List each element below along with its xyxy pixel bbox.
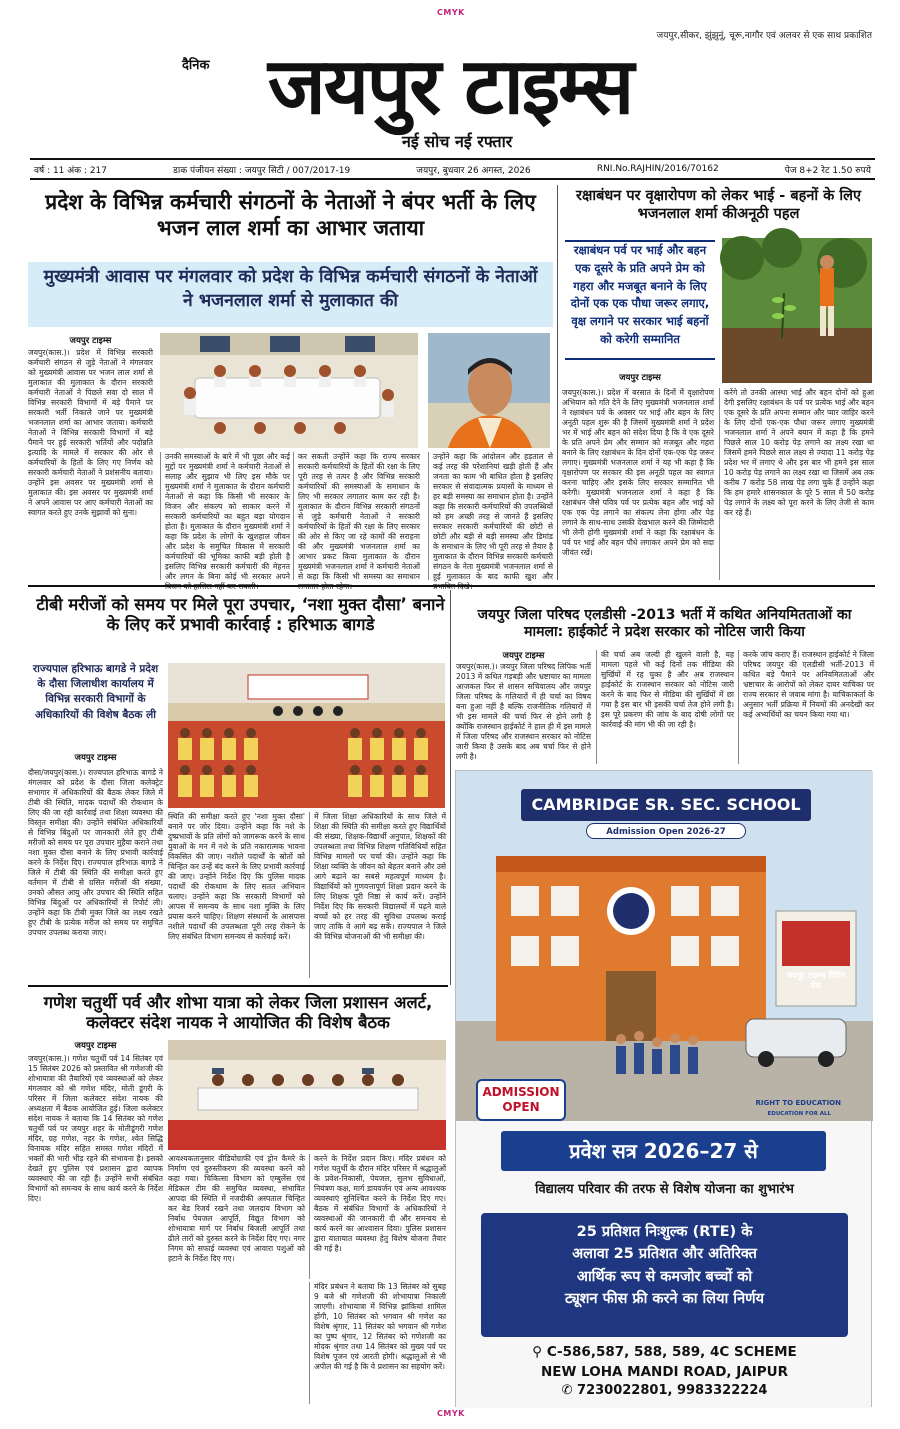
story3-col3: में जिला शिक्षा अधिकारियों के साथ जिले में शिक्षा की स्थिति की समीक्षा करते हुए विद्यार्थियों की संख्या, शिक्षक-विद्यार्थी अनुपात, शिक्षकों की उपलब्धता तथा विभिन्न शिक्षण गतिविधियों सहित विभिन्न मामलों पर चर्चा की। उन्होंने कहा कि शिक्षा व्यक्ति के जीवन को बेहतर बनाने और उसे आगे बढ़ाने का सबसे महत्वपूर्ण माध्यम है। विद्यार्थियों को गुणवत्तापूर्ण शिक्षा प्रदान करने के लिए शिक्षक पूरी निष्ठा से कार्य करें। उन्होंने निर्देश दिए कि सरकारी विद्यालयों में पढ़ने वाले बच्चों को हर तरह की सुविधा उपलब्ध कराई जाए ताकि वे आगे बढ़ सकें। राज्यपाल ने जिले की विभिन्न योजनाओं की भी समीक्षा की। [309, 812, 446, 978]
issue-date: जयपुर, बुधवार 26 अगस्त, 2026 [416, 165, 531, 176]
story1-meeting-photo [160, 333, 418, 448]
rte-line-1: 25 प्रतिशत निःशुल्क (RTE) के [576, 1224, 753, 1240]
story2-quote: रक्षाबंधन पर्व पर भाई और बहन एक दूसरे के प्रति अपने प्रेम को गहरा और मजबूत बनाने के लिए दोनों एक एक पौधा जरूर लगाए, वृक्ष लगाने पर सरकार भाई बहनों को करेगी सम्मानित [565, 240, 715, 360]
section-rule-1 [28, 585, 875, 587]
story5-meeting-photo [168, 1040, 446, 1150]
ad-offer-section [456, 1121, 871, 1408]
paper-prefix: दैनिक [182, 58, 210, 73]
rte-line-2: अलावा 25 प्रतिशत और अतिरिक्त [572, 1246, 757, 1263]
story5-col2: आवश्यकतानुसार वीडियोग्राफी एवं ड्रोन कैमरे के निर्माण एवं दुरुस्तीकरण की व्यवस्था करने को कहा गया। चिकित्सा विभाग को एम्बुलेंस एवं मेडिकल टीम की समुचित व्यवस्था, संभावित आपदा की स्थिति में नजदीकी अस्पताल चिन्हित कर बेड रिजर्व रखने तथा जलदाय विभाग को निर्बाध पेयजल आपूर्ति, विद्युत विभाग को शोभायात्रा मार्ग पर निर्बाध बिजली आपूर्ति तथा ढीले तारों को दुरुस्त करने के निर्देश दिए गए। नगर निगम को सफाई व्यवस्था एवं आवारा पशुओं को हटाने के निर्देश दिए गए। [168, 1154, 305, 1264]
school-phone [466, 1383, 863, 1398]
address-line-2: NEW LOHA MANDI ROAD, JAIPUR [540, 1363, 788, 1380]
admission-open-badge: ADMISSION OPEN [476, 1079, 566, 1121]
phone-numbers: 7230022801, 9983322224 [577, 1383, 768, 1398]
rte-line-3: आर्थिक रूप से कमजोर बच्चों को [576, 1268, 753, 1285]
story1-col3: कर सकती उन्होंने कहा कि राज्य सरकार सरकारी कर्मचारियों के हितों की रक्षा के लिए पूरी तरह से तत्पर है और विभिन्न सरकारी कर्मचारियों की समस्याओं के समाधान के लिए भी सरकार लगातार काम कर रही है। मुलाकात के दौरान विभिन्न सरकारी संगठनों से जुड़े कर्मचारी नेताओं ने सरकारी कर्मचारियों के हितों की रक्षा के लिए सरकार की ओर से किए जा रहे कामों की सराहना की और मुख्यमंत्री भजनलाल शर्मा का आभार प्रकट किया मुलाकात के दौरान मुख्यमंत्री भजनलाल शर्मा ने कर्मचारी नेताओं से कहा कि किसी भी समस्या का समाधान [293, 452, 420, 580]
rte-offer-box [481, 1213, 848, 1337]
story2-byline: जयपुर टाइम्स [619, 373, 661, 383]
paper-motto: नई सोच नई रफ्तार [402, 132, 513, 151]
story1-headline: प्रदेश के विभिन्न कर्मचारी संगठनों के नेताओं ने बंपर भर्ती के लिए भजन लाल शर्मा का आभार जताया [45, 190, 536, 240]
story3-col1: दौसा/जयपुर(कास.)। राज्यपाल हरिभाऊ बागडे ने मंगलवार को प्रदेश के दौसा जिला कलेक्ट्रेट सभागार में अधिकारियों की बैठक लेकर जिले में टीबी की स्थिति, मादक पदार्थों की रोकथाम के लिए की जा रही कार्रवाई तथा शिक्षा व्यवस्था की विस्तृत समीक्षा की। उन्होंने संबंधित अधिकारियों से विभिन्न बिंदुओं पर जानकारी लेते हुए टीबी मरीजों को समय पर पूरा उपचार मुहैया कराने तथा नशा मुक्त दौसा बनाने के लिए प्रभावी कार्रवाई करने के निर्देश दिए। राज्यपाल हरिभाऊ बागडे ने जिले में टीबी की स्थिति की समीक्षा करते हुए वर्तमान में टीबी से ग्रसित मरीजों की संख्या, उनको औसत आयु और उपचार की स्थिति सहित विभिन्न बिंदुओं पर अधिकारियों से रिपोर्ट ली। उन्होंने कहा कि टीबी मुक्त जिले का लक्ष्य रखते हुए टीबी के प्रत्येक मरीज को समय पर समुचित उपचार उपलब्ध कराया जाए। [28, 768, 163, 938]
phone-icon: ✆ [561, 1383, 573, 1398]
rte-subtitle: EDUCATION FOR ALL [767, 1111, 831, 1117]
story3-byline: जयपुर टाइम्स [74, 753, 117, 763]
story4-col3: करके जांच कराए हैं। राजस्थान हाईकोर्ट ने जिला परिषद जयपुर की एलडीसी भर्ती-2013 में कथित बड़े पैमाने पर अनियमितताओं और भ्रष्टाचार के आरोपों को लेकर दायर याचिका पर राज्य सरकार से जवाब मांगा है। याचिकाकर्ता के अनुसार भर्ती प्रक्रिया में नियमों की अनदेखी कर कई अभ्यर्थियों का चयन किया गया था। [738, 650, 874, 764]
story4-byline: जयपुर टाइम्स [502, 651, 545, 661]
ad-tagline: विद्यालय परिवार की तरफ से विशेष योजना का शुभारंभ [535, 1182, 794, 1197]
story2-headline: रक्षाबंधन पर वृक्षारोपण को लेकर भाई - बहनों के लिए भजनलाल शर्मा कीअनूठी पहल [576, 188, 861, 222]
story1-byline: जयपुर टाइम्स [69, 336, 112, 346]
address-line-1: C-586,587, 588, 589, 4C SCHEME [546, 1344, 797, 1360]
story1-col2: उनकी समस्याओं के बारे में भी पूछा और कई मुद्दों पर मुख्यमंत्री शर्मा ने कर्मचारी नेताओं से सलाह और सुझाव भी लिए इस मौके पर मुख्यमंत्री शर्मा ने मुलाकात के दौरान कर्मचारी नेताओं से कहा कि किसी भी सरकार के विजन और संकल्प को साकार करने में सरकारी कर्मचारियों का बहुत बड़ा योगदान होता है। मुलाकात के दौरान मुख्यमंत्री शर्मा ने कहा कि प्रदेश के लोगों के खुशहाल जीवन और प्रदेश के समुचित विकास में सरकारी कर्मचारियों की भूमिका काफी बड़ी होती है इसलिए विभिन्न सरकारी कर्मचारी की मेहनत और लगन के बिना कोई भी सरकार अपने [160, 452, 290, 580]
story3-col2: स्थिति की समीक्षा करते हुए 'नशा मुक्त दौसा' बनाने पर जोर दिया। उन्होंने कहा कि नशे के दुष्प्रभावों के प्रति लोगों को जागरूक करने के साथ युवाओं के मन में नशे के प्रति नकारात्मक भावना विकसित की जाए। नशीले पदार्थों के स्रोतों को चिन्हित कर उन्हें बंद करने के लिए प्रभावी कार्रवाई की जाए। उन्होंने निर्देश दिए कि पुलिस मादक पदार्थों की रोकथाम के लिए सतत अभियान चलाए। उन्होंने कहा कि सरकारी विभागों को आपस में समन्वय के साथ नशा मुक्ति के लिए प्रयास करने चाहिए। शिक्षण संस्थानों के आसपास नशीले पदार्थों की उपलब्धता पूरी तरह रोकने के लिए संबंधित विभाग समन्वय से कार्रवाई करें। [168, 812, 305, 942]
postal-registration: डाक पंजीयन संख्या : जयपुर सिटी / 007/2017-19 [173, 165, 351, 176]
school-advertisement [455, 770, 872, 1407]
school-name: CAMBRIDGE SR. SEC. SCHOOL [521, 789, 811, 821]
signboard-text: जयपुर टाइम्स प्रिंटिंग प्रेस [786, 971, 846, 990]
story5-col1: जयपुर(कास.)। गणेश चतुर्थी पर्व 14 सितंबर एवं 15 सितंबर 2026 को प्रस्तावित श्री गणेशजी की शोभायात्रा की तैयारियों एवं व्यवस्थाओं को लेकर मंगलवार को श्री गणेश मंदिर, मोती डूंगरी के परिसर में जिला कलेक्टर संदेश नायक की अध्यक्षता में बैठक आयोजित हुई। जिला कलेक्टर संदेश नायक ने बताया कि 14 सितंबर को गणेश चतुर्थी पर्व पर जयपुर शहर के मोतीडूंगरी गणेश मंदिर, ग्रह गणेश, नहर के गणेश, श्वेत सिद्धि विनायक मंदिर सहित समस्त गणेश मंदिरों में भक्तों की भारी भीड़ रहने की संभावना है। इसको देखते हुए पुलिस एवं प्रशासन द्वारा व्यापक व्यवस्थाएं की जा रही हैं। उन्होंने सभी संबंधित विभागों को समन्वय के साथ कार्य करने के निर्देश दिए। [28, 1054, 163, 1204]
story1-cm-photo [428, 333, 550, 448]
story1-col1: जयपुर(कास.)। प्रदेश में विभिन्न सरकारी कर्मचारी संगठन से जुड़े नेताओं ने मंगलवार को मुख्यमंत्री आवास पर भजन लाल शर्मा से मुलाकात की मुलाकात के दौरान सरकारी कर्मचारी नेताओं ने पिछले सवा दो साल में विभिन्न सरकारी विभागों में बड़े पैमाने पर सरकारी भर्ती निकाले जाने पर मुख्यमंत्री भजनलाल शर्मा का आभार जताया। कर्मचारी नेताओं ने विभिन्न सरकारी विभागों में बड़े पैमाने पर हुई सरकारी भर्तियों और पदोन्नति इत्यादि के मामले में सरकार की ओर से कर्मचारियों के हितों के लिए गए निर्णय को सरकारी कर्मचारी नेताओं ने प्रशंसनीय बताया। उन्होंने इस अवसर पर मुख्यमंत्री शर्मा से मुलाकात की। इस अवसर पर मुख्यमंत्री शर्मा ने अपने आवास पर आए कर्मचारी नेताओं का स्वागत करते हुए उनके सुझावों को सुना। [28, 348, 153, 518]
cmyk-mark-bottom: CMYK [437, 1409, 465, 1418]
section-divider [557, 185, 558, 580]
story2-col2: करेंगे तो उनकी आस्था भाई और बहन दोनों को हुआ देगी इसलिए रक्षाबंधन के पर्व पर प्रत्येक भाई और बहन एक दूसरे के प्रति अपना सम्मान और प्यार जाहिर करने के लिए दोनों एक-एक पौधा जरूर लगाए मुख्यमंत्री भजनलाल शर्मा ने अपने बयान में कहा है कि हमने पिछले साल 10 करोड़ पेड़ लगाने का लक्ष्य रखा था जिसमें हमने पिछले साल लक्ष्य से ज्यादा 11 करोड़ पेड़ प्रदेश भर में लगाए थे और इस बार भी हमने इस साल 10 करोड़ पेड़ लगाने का लक्ष्य रखा था जिसमें अब तक करीब 7 करोड़ 58 लाख पेड़ लगा चुके हैं उन्होंने कहा कि हम हमारे शासनकाल के पूरे 5 साल में 50 करोड़ पेड़ लगाने के लक्ष्य को पूरा करने के लिए तेजी से काम कर रहे हैं। [719, 388, 874, 580]
story3-headline: टीबी मरीजों को समय पर मिले पूरा उपचार, ‘नशा मुक्त दौसा’ बनाने के लिए करें प्रभावी कार्रवाई : हरिभाऊ बागडे [36, 595, 445, 635]
school-address [466, 1343, 863, 1382]
story1-subhead: मुख्यमंत्री आवास पर मंगलवार को प्रदेश के विभिन्न कर्मचारी संगठनों के नेताओं ने भजनलाल शर्मा से मुलाकात की [28, 262, 553, 327]
story5-col4: मंदिर प्रबंधन ने बताया कि 13 सितंबर को सुबह 9 बजे श्री गणेशजी की शोभायात्रा निकाली जाएगी। शोभायात्रा में विभिन्न झांकियां शामिल होंगी, 10 सितंबर को भगवान श्री गणेश का विशेष श्रृंगार, 11 सितंबर को भगवान श्री गणेश का पुष्प श्रृंगार, 12 सितंबर को गणेशजी का मोदक श्रृंगार तथा 14 सितंबर को मुख्य पर्व पर विशेष पूजन एवं आरती होगी। श्रद्धालुओं से भी अपील की गई है कि वे प्रशासन का सहयोग करें। [309, 1282, 446, 1404]
volume-number: वर्ष : 11 अंक : 217 [34, 165, 107, 176]
session-title: प्रवेश सत्र 2026–27 से [501, 1131, 826, 1171]
story3-meeting-photo [168, 663, 445, 808]
section-divider-2 [450, 590, 451, 985]
story1-col4: उन्होंने कहा कि आंदोलन और हड़ताल से कई तरह की परेशानियां खड़ी होती हैं और जनता का काम भी बाधित होता है इसलिए सरकार से संवादात्मक प्रयासों के माध्यम से हर बड़ी समस्या का समाधान होता है। उन्होंने कहा कि सरकारी कर्मचारियों की उपलब्धियों को हम अच्छी तरह से जानते हैं इसलिए सरकार सरकारी कर्मचारियों की छोटी से छोटी और बड़ी से बड़ी समस्या और डिमांड के समाधान के लिए भी पूरी तरह से तैयार है मुलाकात के दौरान विभिन्न सरकारी कर्मचारी संगठन के नेता मुख्यमंत्री भजनलाल शर्मा से हुई मुलाकात के बाद काफी खुश और [428, 452, 553, 580]
admission-banner: Admission Open 2026-27 [586, 823, 746, 839]
dateline-bar [30, 158, 875, 180]
story4-col1: जयपुर(कास.)। जयपुर जिला परिषद लिपिक भर्ती 2013 में कथित गड़बड़ी और भ्रष्टाचार का मामला आजकल फिर से शासन सचिवालय और जयपुर जिला परिषद के गलियारों में ही चर्चा का विषय बना हुआ नहीं है बल्कि राजनीतिक गलियारों में भी इस मामले की चर्चा फिर से होने लगी है क्योंकि राजस्थान हाईकोर्ट ने हाल ही में इस मामले में जिला परिषद और राजस्थान सरकार को नोटिस जारी किया है उसके बाद अब चर्चा फिर से होने लगी है। [456, 662, 591, 762]
story2-plantation-photo [722, 238, 872, 383]
edition-note: जयपुर,सीकर, झुंझुनूं, चूरू,नागौर एवं अलवर से एक साथ प्रकाशित [656, 31, 872, 41]
rte-badge: RIGHT TO EDUCATION [755, 1099, 841, 1107]
paper-name: जयपुर टाइम्स [267, 42, 633, 132]
rni-number: RNI.No.RAJHIN/2016/70162 [596, 164, 719, 174]
page-price: पेज 8+2 रेट 1.50 रुपये [784, 165, 871, 176]
story5-col3: करने के निर्देश प्रदान किए। मंदिर प्रबंधन को गणेश चतुर्थी के दौरान मंदिर परिसर में श्रद्धालुओं के प्रवेश-निकासी, पेयजल, सुलभ सुविधाओं, नियंत्रण कक्ष, मार्ग डायवर्जन एवं अन्य आवश्यक व्यवस्थाएं सुनिश्चित करने के निर्देश दिए गए। बैठक में संबंधित विभागों के अधिकारियों ने व्यवस्थाओं की जानकारी दी और समन्वय से कार्य करने का आश्वासन दिया। पुलिस प्रशासन द्वारा यातायात व्यवस्था हेतु विशेष योजना तैयार की गई है। [309, 1154, 446, 1279]
ad-school-photo [456, 771, 871, 1121]
section-rule-2 [28, 985, 448, 987]
story5-byline: जयपुर टाइम्स [74, 1041, 117, 1051]
story2-col1: जयपुर(कास.)। प्रदेश में बरसात के दिनों में वृक्षारोपण अभियान को गति देने के लिए मुख्यमंत्री भजनलाल शर्मा ने रक्षाबंधन पर्व के अवसर पर भाई और बहन के लिए अनूठी पहल शुरू की है जिसमें मुख्यमंत्री शर्मा ने प्रदेश भर में भाई और बहन को संदेश दिया है कि वे एक दूसरे के प्रति अपने प्रेम और सम्मान को मजबूत और गहरा बनाने के लिए रक्षाबंधन के दिन दोनों एक-एक पेड़ जरूर लगाए। मुख्यमंत्री भजनलाल शर्मा ने यह भी कहा है कि वृक्षारोपण पर सरकार की इस अनूठी पहल का स्वागत करना चाहिए और इसके लिए सरकार सम्मानित भी करेगी। मुख्यमंत्री भजनलाल शर्मा ने कहा है कि रक्षाबंधन जैसे पवित्र पर्व पर प्रत्येक बहन और भाई को एक एक पेड़ लगाने का संकल्प लेना होगा और पेड़ लगाने के साथ-साथ उसकी देखभाल करने की जिम्मेदारी भी लेनी होगी मुख्यमंत्री शर्मा ने कहा कि रक्षाबंधन के पर्व पर भाई और बहन पौधे लगाकर अपने प्रेम को सदा जीवंत रखें। [562, 388, 714, 558]
cmyk-mark-top: CMYK [437, 8, 465, 17]
rte-line-4: ट्यूशन फीस फ्री करने का लिया निर्णय [564, 1291, 765, 1308]
story5-headline: गणेश चतुर्थी पर्व और शोभा यात्रा को लेकर जिला प्रशासन अलर्ट, कलेक्टर संदेश नायक ने आयोजित की विशेष बैठक [43, 993, 433, 1033]
story4-headline: जयपुर जिला परिषद एलडीसी -2013 भर्ती में कथित अनियमितताओं का मामला: हाईकोर्ट ने प्रदेश सरकार को नोटिस जारी किया [477, 607, 852, 641]
story3-subhead: राज्यपाल हरिभाऊ बागडे ने प्रदेश के दौसा जिलाधीश कार्यालय में विभिन्न सरकारी विभागों के अधिकारियों की विशेष बैठक ली [32, 663, 159, 721]
location-pin-icon: ⚲ [532, 1344, 543, 1360]
story4-col2: की चर्चा अब जल्दी ही खुलने वाली है, यह मामला पहले भी कई दिनों तक मीडिया की सुर्खियों में रह चुका है और अब राजस्थान हाईकोर्ट के राजस्थान सरकार को नोटिस जारी करने के बाद फिर से मीडिया की सुर्खियों में छा गया है इस बार भी इसकी चर्चा तेज होने लगी है। इस पूरे प्रकरण की जांच के बाद दोषी लोगों पर कार्रवाई की मांग भी की जा रही है। [596, 650, 734, 764]
